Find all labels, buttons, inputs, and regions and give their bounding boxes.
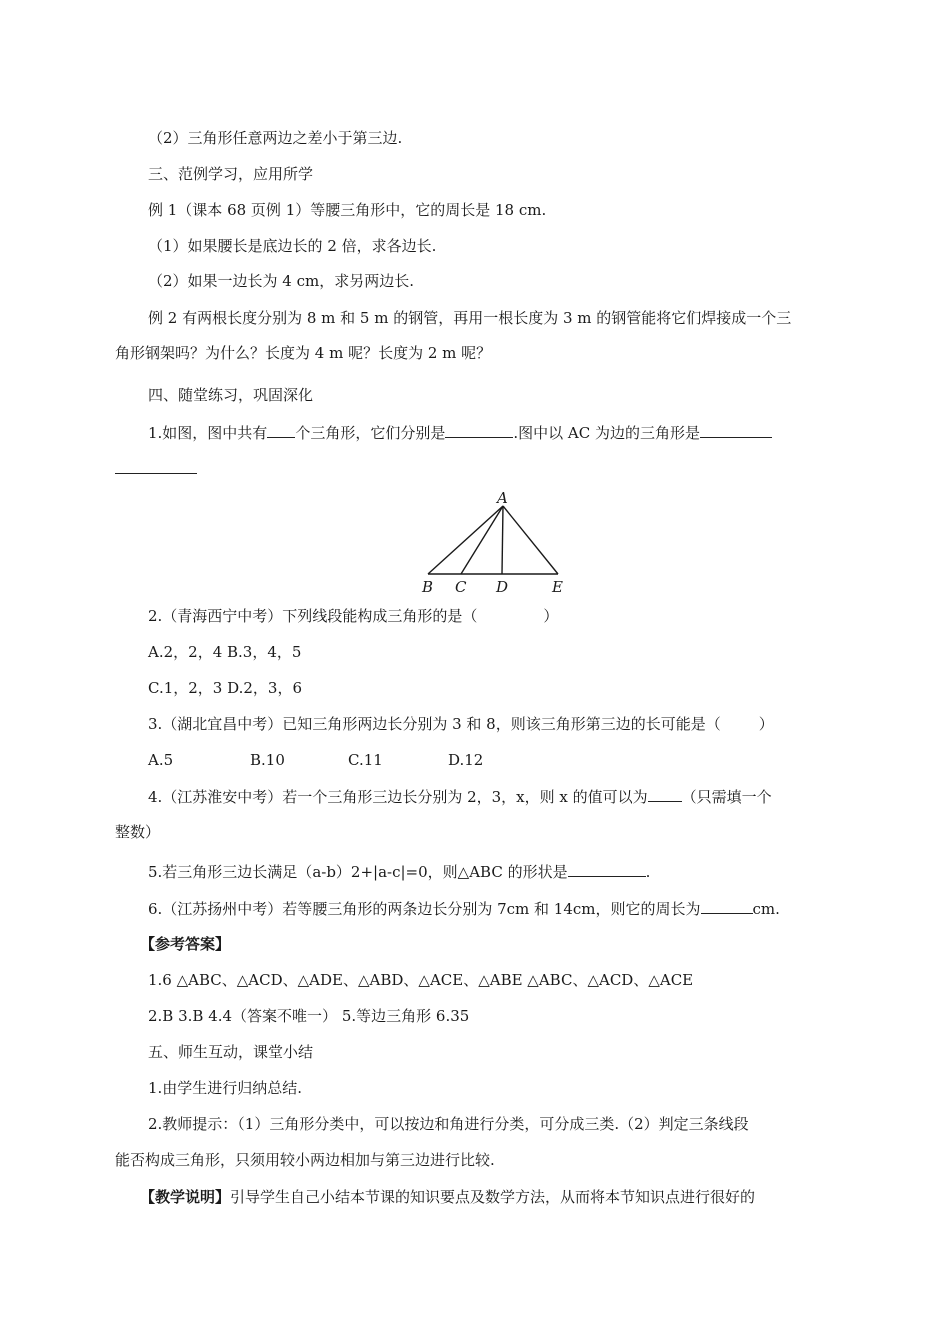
question-5-tail: . (645, 863, 651, 881)
option-a: A.5 (148, 751, 174, 769)
answer-blank[interactable] (700, 422, 772, 438)
question-2-close: ） (543, 607, 559, 625)
question-2-options-row1: A.2，2，4 B.3，4，5 (148, 643, 302, 661)
question-1-part-c: .图中以 AC 为边的三角形是 (513, 424, 700, 442)
text-line: （2）三角形任意两边之差小于第三边. (148, 129, 403, 147)
question-2-options-row2: C.1，2，3 D.2，3，6 (148, 679, 302, 697)
segment-ad (502, 506, 503, 574)
option-b: B.10 (250, 751, 285, 769)
label-d: D (496, 578, 509, 596)
question-6 (148, 898, 780, 919)
label-c: C (455, 578, 467, 596)
question-2 (148, 606, 558, 626)
question-6-text: 6.（江苏扬州中考）若等腰三角形的两条边长分别为 7cm 和 14cm，则它的周长为 (148, 900, 701, 918)
question-1-part-a: 1.如图，图中共有 (148, 424, 268, 442)
answer-blank[interactable] (115, 458, 197, 474)
teaching-note (140, 1187, 755, 1207)
question-1-part-b: 个三角形，它们分别是 (295, 424, 446, 442)
example-1-part-2: （2）如果一边长为 4 cm，求另两边长. (148, 272, 415, 290)
question-3-close: ） (758, 715, 774, 733)
answer-blank[interactable] (701, 898, 753, 914)
question-3-text: 3.（湖北宜昌中考）已知三角形两边长分别为 3 和 8，则该三角形第三边的长可能是（ (148, 715, 721, 733)
answers-heading: 【参考答案】 (140, 935, 231, 953)
label-b: B (422, 578, 434, 596)
segment-ae (503, 506, 558, 574)
option-d: D.12 (448, 751, 484, 769)
teaching-note-label: 【教学说明】 (140, 1188, 231, 1206)
summary-item-2: 2.教师提示：（1）三角形分类中，可以按边和角进行分类，可分成三类.（2）判定三条线段 (148, 1115, 749, 1133)
segment-ac (461, 506, 503, 574)
answer-line-1: 1.6 △ABC、△ACD、△ADE、△ABD、△ACE、△ABE △ABC、△ACD、△ACE (148, 971, 694, 989)
example-2: 例 2 有两根长度分别为 8 m 和 5 m 的钢管，再用一根长度为 3 m 的钢管能将它们焊接成一个三 (148, 309, 792, 327)
answer-blank[interactable] (568, 861, 646, 877)
example-2-cont: 角形钢架吗？为什么？长度为 4 m 呢？长度为 2 m 呢？ (115, 344, 492, 362)
option-c: C.11 (348, 751, 383, 769)
teaching-note-text: 引导学生自己小结本节课的知识要点及数学方法，从而将本节知识点进行很好的 (230, 1188, 756, 1206)
question-4-text: 4.（江苏淮安中考）若一个三角形三边长分别为 2，3，x，则 x 的值可以为 (148, 788, 648, 806)
question-4 (148, 786, 772, 807)
answer-line-2: 2.B 3.B 4.4（答案不唯一） 5.等边三角形 6.35 (148, 1007, 470, 1025)
section-heading: 五、师生互动，课堂小结 (148, 1043, 314, 1061)
question-1 (148, 422, 772, 443)
answer-blank[interactable] (267, 422, 295, 438)
summary-item-1: 1.由学生进行归纳总结. (148, 1079, 303, 1097)
section-heading: 三、范例学习，应用所学 (148, 165, 314, 183)
segment-ab (428, 506, 503, 574)
question-5-text: 5.若三角形三边长满足（a-b）2+|a-c|=0，则△ABC 的形状是 (148, 863, 568, 881)
question-3-options (148, 750, 483, 770)
triangle-figure (418, 488, 568, 598)
example-1-part-1: （1）如果腰长是底边长的 2 倍，求各边长. (148, 237, 437, 255)
question-4-tail: （只需填一个 (681, 788, 772, 806)
label-e: E (552, 578, 563, 596)
question-4-cont: 整数） (115, 823, 161, 841)
question-3 (148, 714, 774, 734)
summary-item-2-cont: 能否构成三角形，只须用较小两边相加与第三边进行比较. (115, 1151, 495, 1169)
section-heading: 四、随堂练习，巩固深化 (148, 386, 314, 404)
question-2-text: 2.（青海西宁中考）下列线段能构成三角形的是（ (148, 607, 478, 625)
label-a: A (497, 489, 508, 507)
question-1-cont (115, 458, 197, 479)
question-6-tail: cm. (752, 900, 780, 918)
answer-blank[interactable] (445, 422, 513, 438)
example-1: 例 1（课本 68 页例 1）等腰三角形中，它的周长是 18 cm. (148, 201, 547, 219)
answer-blank[interactable] (648, 786, 682, 802)
question-5 (148, 861, 650, 882)
